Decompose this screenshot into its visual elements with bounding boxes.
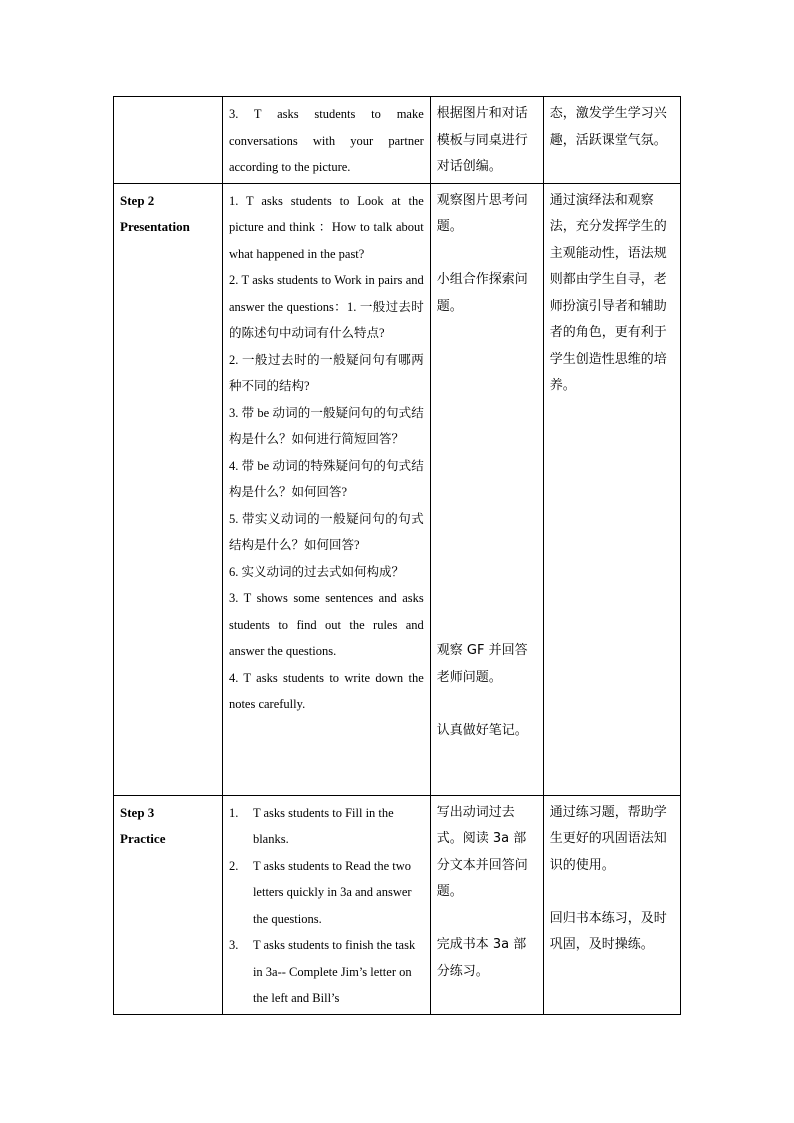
list-item: 2. 一般过去时的一般疑问句有哪两种不同的结构?	[228, 352, 424, 393]
student-activity-cell	[430, 795, 543, 1014]
step-label-cell	[114, 97, 223, 184]
student-activity-text: 写出动词过去式。阅读 3a 部分文本并回答问题。	[436, 804, 528, 899]
student-activity-text: 观察图片思考问题。	[436, 192, 528, 234]
student-activity-text: 观察 GF 并回答老师问题。	[436, 643, 528, 685]
list-item: 2. T asks students to Work in pairs and answer the questions：1. 一般过去时的陈述句中动词有什么特点?	[228, 273, 424, 340]
teacher-activity-cell	[222, 97, 430, 184]
list-item: 6. 实义动词的过去式如何构成？	[228, 564, 404, 579]
practice-list	[229, 800, 424, 1012]
design-intent-cell	[543, 97, 680, 184]
teacher-activity-cell	[222, 183, 430, 795]
student-activity-text: 完成书本 3a 部分练习。	[436, 937, 527, 979]
student-activity-text: 小组合作探索问题。	[436, 272, 528, 314]
step-label-cell	[114, 183, 223, 795]
table-row-step1-continued	[114, 97, 681, 184]
teacher-activity-cell	[222, 795, 430, 1014]
list-item: 1. T asks students to Look at the picture and think ：How to talk about what happened in the past?	[228, 193, 424, 261]
design-intent-cell	[543, 183, 680, 795]
student-activity-text: 根据图片和对话模板与同桌进行对话创编。	[436, 106, 528, 174]
list-item: 4. 带 be 动词的特殊疑问句的句式结构是什么？如何回答?	[228, 458, 424, 499]
design-intent-text: 态，激发学生学习兴趣，活跃课堂气氛。	[549, 106, 667, 148]
list-item: 1. T asks students to Fill in the blanks.	[228, 805, 394, 846]
list-item: 5. 带实义动词的一般疑问句的句式结构是什么？如何回答?	[228, 511, 424, 552]
step-label-cell	[114, 795, 223, 1014]
student-activity-text: 认真做好笔记。	[436, 722, 528, 738]
design-intent-text: 通过练习题，帮助学生更好的巩固语法知识的使用。	[549, 804, 667, 873]
table-row-step3	[114, 795, 681, 1014]
list-item: 3. T shows some sentences and asks students to find out the rules and answer the questions.	[228, 591, 424, 658]
design-intent-text: 通过演绎法和观察法，充分发挥学生的主观能动性，语法规则都由学生自寻，老师扮演引导者和辅助者的角色，更有利于学生创造性思维的培养。	[549, 192, 667, 393]
student-activity-cell	[430, 97, 543, 184]
lesson-plan-table	[113, 96, 681, 1015]
list-item: 4. T asks students to write down the notes carefully.	[228, 670, 424, 711]
list-item: 2. T asks students to Read the two letters quickly in 3a and answer the questions.	[228, 858, 412, 926]
step-name: Presentation	[120, 219, 190, 234]
teacher-activity-text: 3. T asks students to make conversations with your partner according to the picture.	[228, 107, 424, 174]
step-name: Practice	[120, 831, 166, 846]
design-intent-text: 回归书本练习，及时巩固，及时操练。	[549, 910, 667, 952]
list-item: 3. 带 be 动词的一般疑问句的句式结构是什么？如何进行简短回答？	[228, 405, 424, 446]
step-number: Step 2	[120, 192, 155, 208]
list-item: 3. T asks students to finish the task in 3a-- Complete Jim’s letter on the left and Bill’s	[228, 938, 416, 1005]
design-intent-cell	[543, 795, 680, 1014]
step-number: Step 3	[120, 804, 155, 820]
table-row-step2	[114, 183, 681, 795]
student-activity-cell	[430, 183, 543, 795]
